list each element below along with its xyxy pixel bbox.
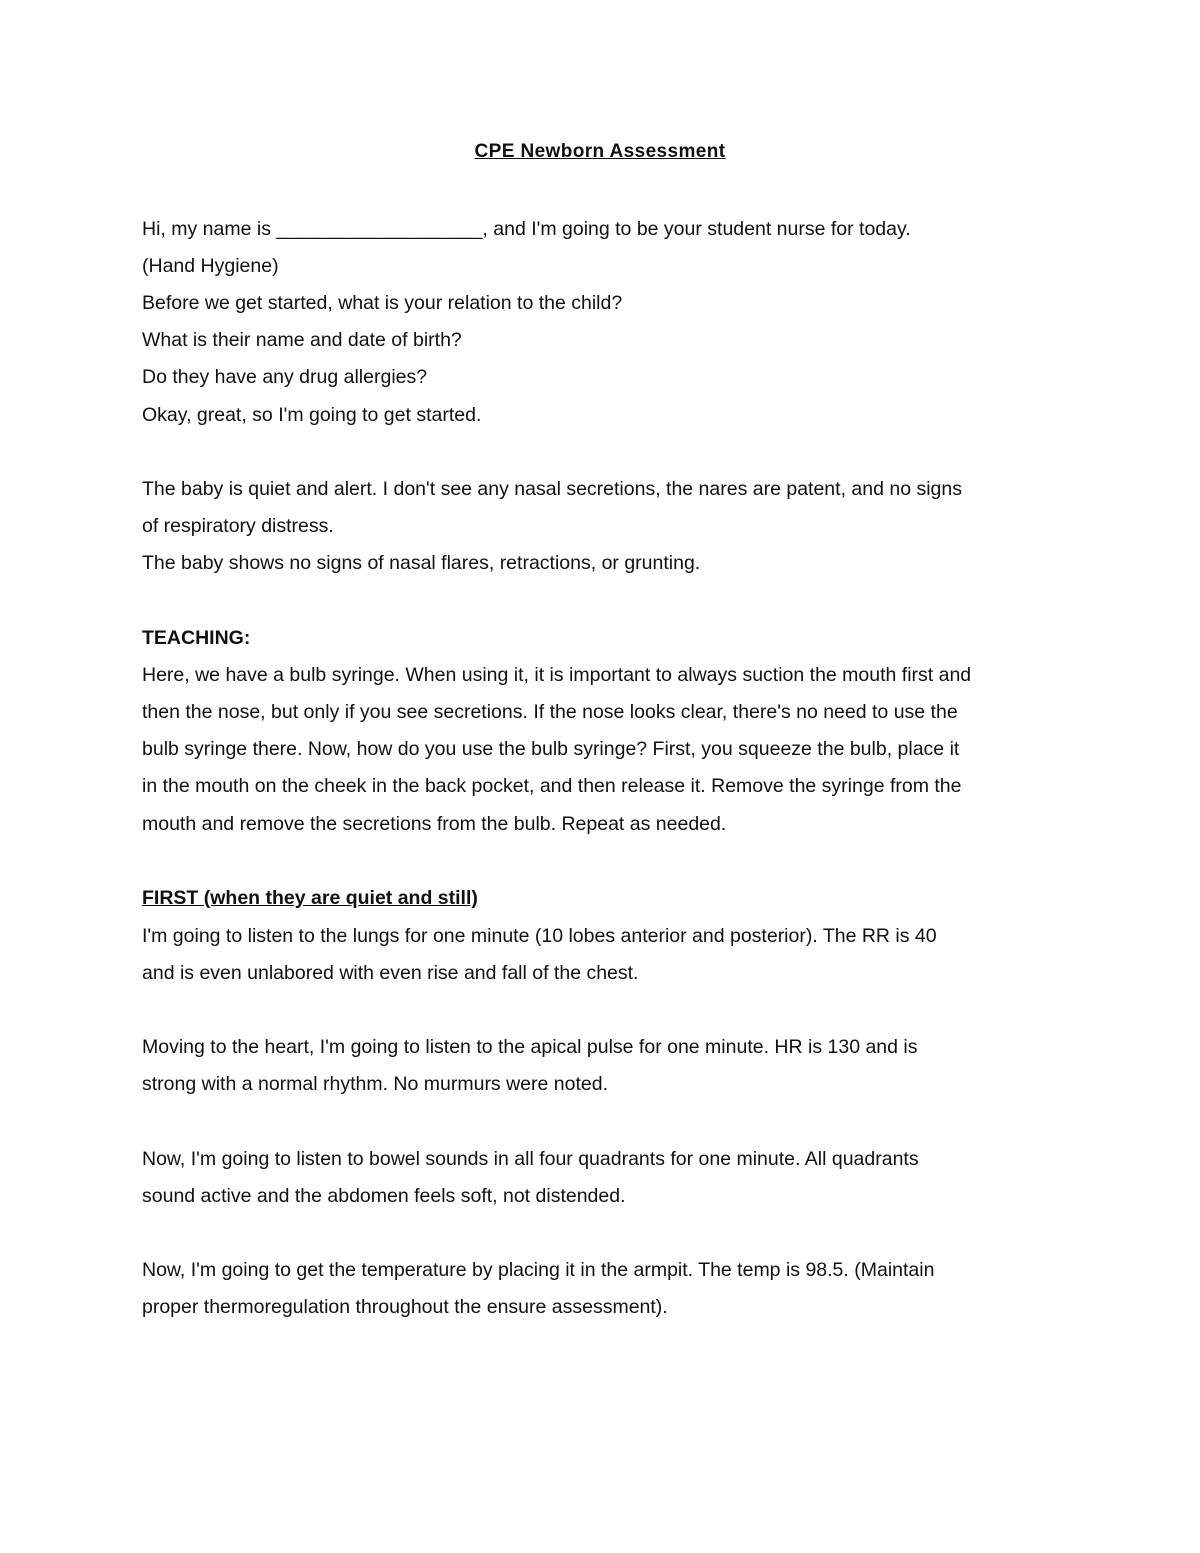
observation-line: The baby is quiet and alert. I don't see any nasal secretions, the nares are patent, and no signs	[142, 478, 962, 500]
teaching-heading: TEACHING:	[142, 627, 251, 649]
teaching-line: in the mouth on the cheek in the back pocket, and then release it. Remove the syringe from the	[142, 775, 962, 797]
intro-line-name-dob: What is their name and date of birth?	[142, 329, 462, 351]
bowel-line: sound active and the abdomen feels soft, not distended.	[142, 1185, 626, 1207]
teaching-line: Here, we have a bulb syringe. When using it, it is important to always suction the mouth first and	[142, 664, 972, 686]
lungs-line: I'm going to listen to the lungs for one minute (10 lobes anterior and posterior). The RR is 40	[142, 925, 937, 947]
intro-line-get-started: Okay, great, so I'm going to get started.	[142, 404, 482, 426]
teaching-line: mouth and remove the secretions from the bulb. Repeat as needed.	[142, 813, 727, 835]
lungs-line: and is even unlabored with even rise and fall of the chest.	[142, 962, 639, 984]
observation-line: The baby shows no signs of nasal flares, retractions, or grunting.	[142, 552, 701, 574]
heart-line: strong with a normal rhythm. No murmurs were noted.	[142, 1073, 609, 1095]
teaching-line: bulb syringe there. Now, how do you use the bulb syringe? First, you squeeze the bulb, place it	[142, 738, 960, 760]
temperature-line: proper thermoregulation throughout the ensure assessment).	[142, 1296, 668, 1318]
intro-line-allergies: Do they have any drug allergies?	[142, 366, 428, 388]
first-heading: FIRST (when they are quiet and still)	[142, 887, 478, 909]
observation-line: of respiratory distress.	[142, 515, 334, 537]
teaching-line: then the nose, but only if you see secretions. If the nose looks clear, there's no need to use the	[142, 701, 958, 723]
intro-line-relation: Before we get started, what is your relation to the child?	[142, 292, 623, 314]
document-title: CPE Newborn Assessment	[474, 141, 726, 162]
bowel-line: Now, I'm going to listen to bowel sounds in all four quadrants for one minute. All quadrants	[142, 1148, 919, 1170]
intro-line-greeting: Hi, my name is ___________________, and I'm going to be your student nurse for today.	[142, 218, 911, 240]
intro-line-hand-hygiene: (Hand Hygiene)	[142, 255, 279, 277]
heart-line: Moving to the heart, I'm going to listen to the apical pulse for one minute. HR is 130 and is	[142, 1036, 918, 1058]
temperature-line: Now, I'm going to get the temperature by placing it in the armpit. The temp is 98.5. (Maintain	[142, 1259, 935, 1281]
